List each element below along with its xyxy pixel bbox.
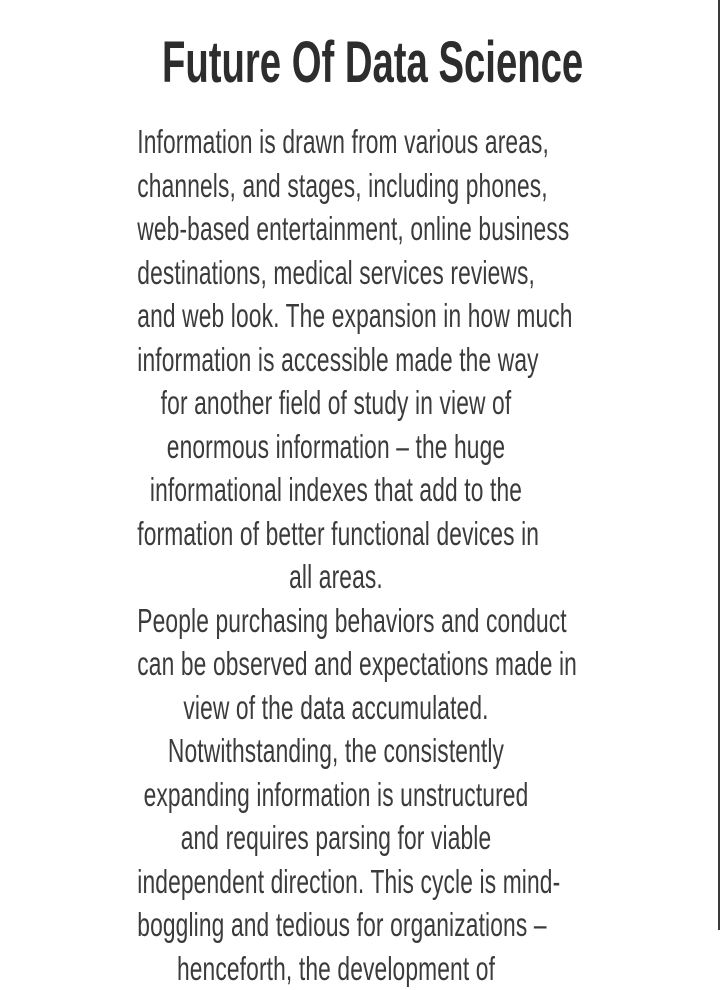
paragraph-2-line: and requires parsing for viable [137,816,534,860]
paragraph-1-line: channels, and stages, including phones, [137,164,534,208]
paragraph-2-line: independent direction. This cycle is mind- [137,860,534,904]
paragraph-2-line: henceforth, the development of [137,947,534,990]
paragraph-1-line: all areas. [137,555,534,599]
paragraph-1-line: formation of better functional devices in [137,512,534,556]
paragraph-1-line: and web look. The expansion in how much [137,294,534,338]
paragraph-1-line: web-based entertainment, online business [137,207,534,251]
paragraph-1-line: informational indexes that add to the [137,468,534,512]
paragraph-1-line: for another field of study in view of [137,381,534,425]
page-title: Future Of Data Science [162,28,558,98]
paragraph-1-line: enormous information – the huge [137,425,534,469]
article-body [48,120,624,990]
paragraph-2-line: can be observed and expectations made in [137,642,534,686]
paragraph-2-line: People purchasing behaviors and conduct [137,599,534,643]
paragraph-2-line: boggling and tedious for organizations – [137,903,534,947]
paragraph-2-line: Notwithstanding, the consistently [137,729,534,773]
paragraph-2-line: view of the data accumulated. [137,686,534,730]
paragraph-2-line: expanding information is unstructured [137,773,534,817]
paragraph-1-line: destinations, medical services reviews, [137,251,534,295]
paragraph-1-line: information is accessible made the way [137,338,534,382]
paragraph-1-line: Information is drawn from various areas, [137,120,534,164]
